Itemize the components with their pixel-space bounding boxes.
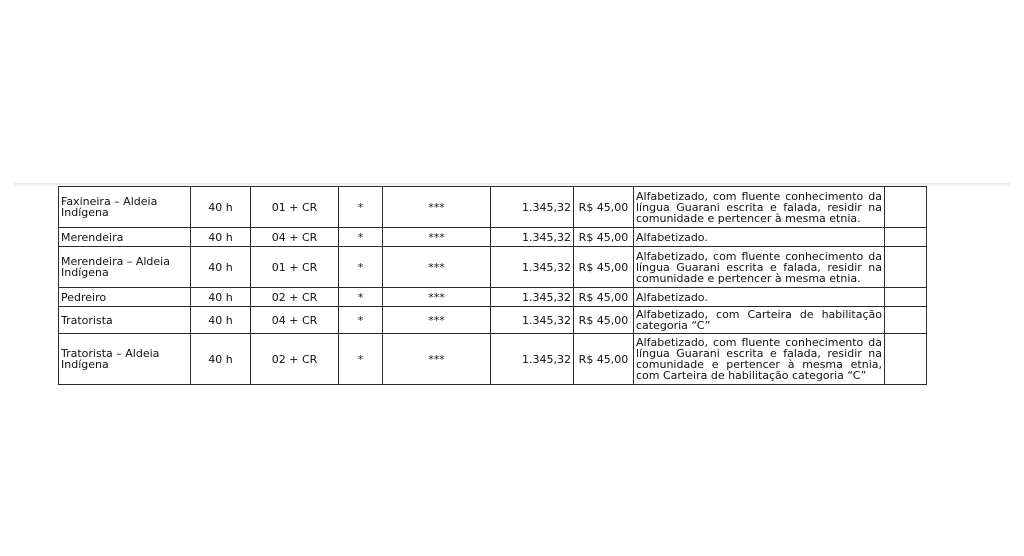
- cell-requisitos: Alfabetizado.: [634, 288, 885, 307]
- cell-cargo: Tratorista: [59, 307, 191, 334]
- cell-cargo: Merendeira – Aldeia Indígena: [59, 247, 191, 288]
- cell-taxa: R$ 45,00: [574, 228, 634, 247]
- cell-cargo: Merendeira: [59, 228, 191, 247]
- cell-vagas: 04 + CR: [251, 228, 339, 247]
- cell-marker: *: [339, 228, 383, 247]
- cell-vagas: 01 + CR: [251, 187, 339, 228]
- cell-marker: *: [339, 288, 383, 307]
- cell-requisitos: Alfabetizado, com fluente conhecimento da língua Guarani escrita e falada, residir na comunidade e pertencer à mesma etnia, com Carteira de habilitação categoria “C”: [634, 334, 885, 385]
- cell-carga-horaria: 40 h: [191, 228, 251, 247]
- cell-requisitos: Alfabetizado, com Carteira de habilitação categoria “C”: [634, 307, 885, 334]
- cell-empty: [885, 288, 927, 307]
- cell-marker-triple: ***: [383, 247, 491, 288]
- table-row: [59, 307, 927, 334]
- cell-carga-horaria: 40 h: [191, 247, 251, 288]
- cell-vagas: 02 + CR: [251, 288, 339, 307]
- cell-salario: 1.345,32: [491, 307, 574, 334]
- cell-cargo: Faxineira – Aldeia Indígena: [59, 187, 191, 228]
- cell-salario: 1.345,32: [491, 334, 574, 385]
- cell-empty: [885, 307, 927, 334]
- cell-vagas: 04 + CR: [251, 307, 339, 334]
- cell-empty: [885, 247, 927, 288]
- cell-salario: 1.345,32: [491, 228, 574, 247]
- table-row: [59, 228, 927, 247]
- cell-marker: *: [339, 334, 383, 385]
- cell-empty: [885, 187, 927, 228]
- cell-marker: *: [339, 187, 383, 228]
- table-row: [59, 288, 927, 307]
- cell-cargo: Tratorista – Aldeia Indígena: [59, 334, 191, 385]
- cell-salario: 1.345,32: [491, 187, 574, 228]
- table-row: [59, 334, 927, 385]
- cell-empty: [885, 334, 927, 385]
- cell-marker-triple: ***: [383, 228, 491, 247]
- table-row: [59, 187, 927, 228]
- cell-requisitos: Alfabetizado, com fluente conhecimento da língua Guarani escrita e falada, residir na comunidade e pertencer à mesma etnia.: [634, 187, 885, 228]
- cell-vagas: 01 + CR: [251, 247, 339, 288]
- cell-requisitos: Alfabetizado, com fluente conhecimento da língua Guarani escrita e falada, residir na comunidade e pertencer à mesma etnia.: [634, 247, 885, 288]
- cell-empty: [885, 228, 927, 247]
- cell-salario: 1.345,32: [491, 247, 574, 288]
- cell-requisitos: Alfabetizado.: [634, 228, 885, 247]
- cell-carga-horaria: 40 h: [191, 334, 251, 385]
- cell-marker: *: [339, 307, 383, 334]
- cell-marker-triple: ***: [383, 187, 491, 228]
- cell-cargo: Pedreiro: [59, 288, 191, 307]
- cell-taxa: R$ 45,00: [574, 288, 634, 307]
- cell-taxa: R$ 45,00: [574, 247, 634, 288]
- table-row: [59, 247, 927, 288]
- cell-taxa: R$ 45,00: [574, 334, 634, 385]
- cell-taxa: R$ 45,00: [574, 307, 634, 334]
- cell-carga-horaria: 40 h: [191, 288, 251, 307]
- cell-marker-triple: ***: [383, 334, 491, 385]
- cell-vagas: 02 + CR: [251, 334, 339, 385]
- cell-marker-triple: ***: [383, 288, 491, 307]
- cell-marker: *: [339, 247, 383, 288]
- cell-carga-horaria: 40 h: [191, 307, 251, 334]
- cell-marker-triple: ***: [383, 307, 491, 334]
- cell-carga-horaria: 40 h: [191, 187, 251, 228]
- cell-taxa: R$ 45,00: [574, 187, 634, 228]
- job-positions-table: [58, 186, 927, 385]
- cell-salario: 1.345,32: [491, 288, 574, 307]
